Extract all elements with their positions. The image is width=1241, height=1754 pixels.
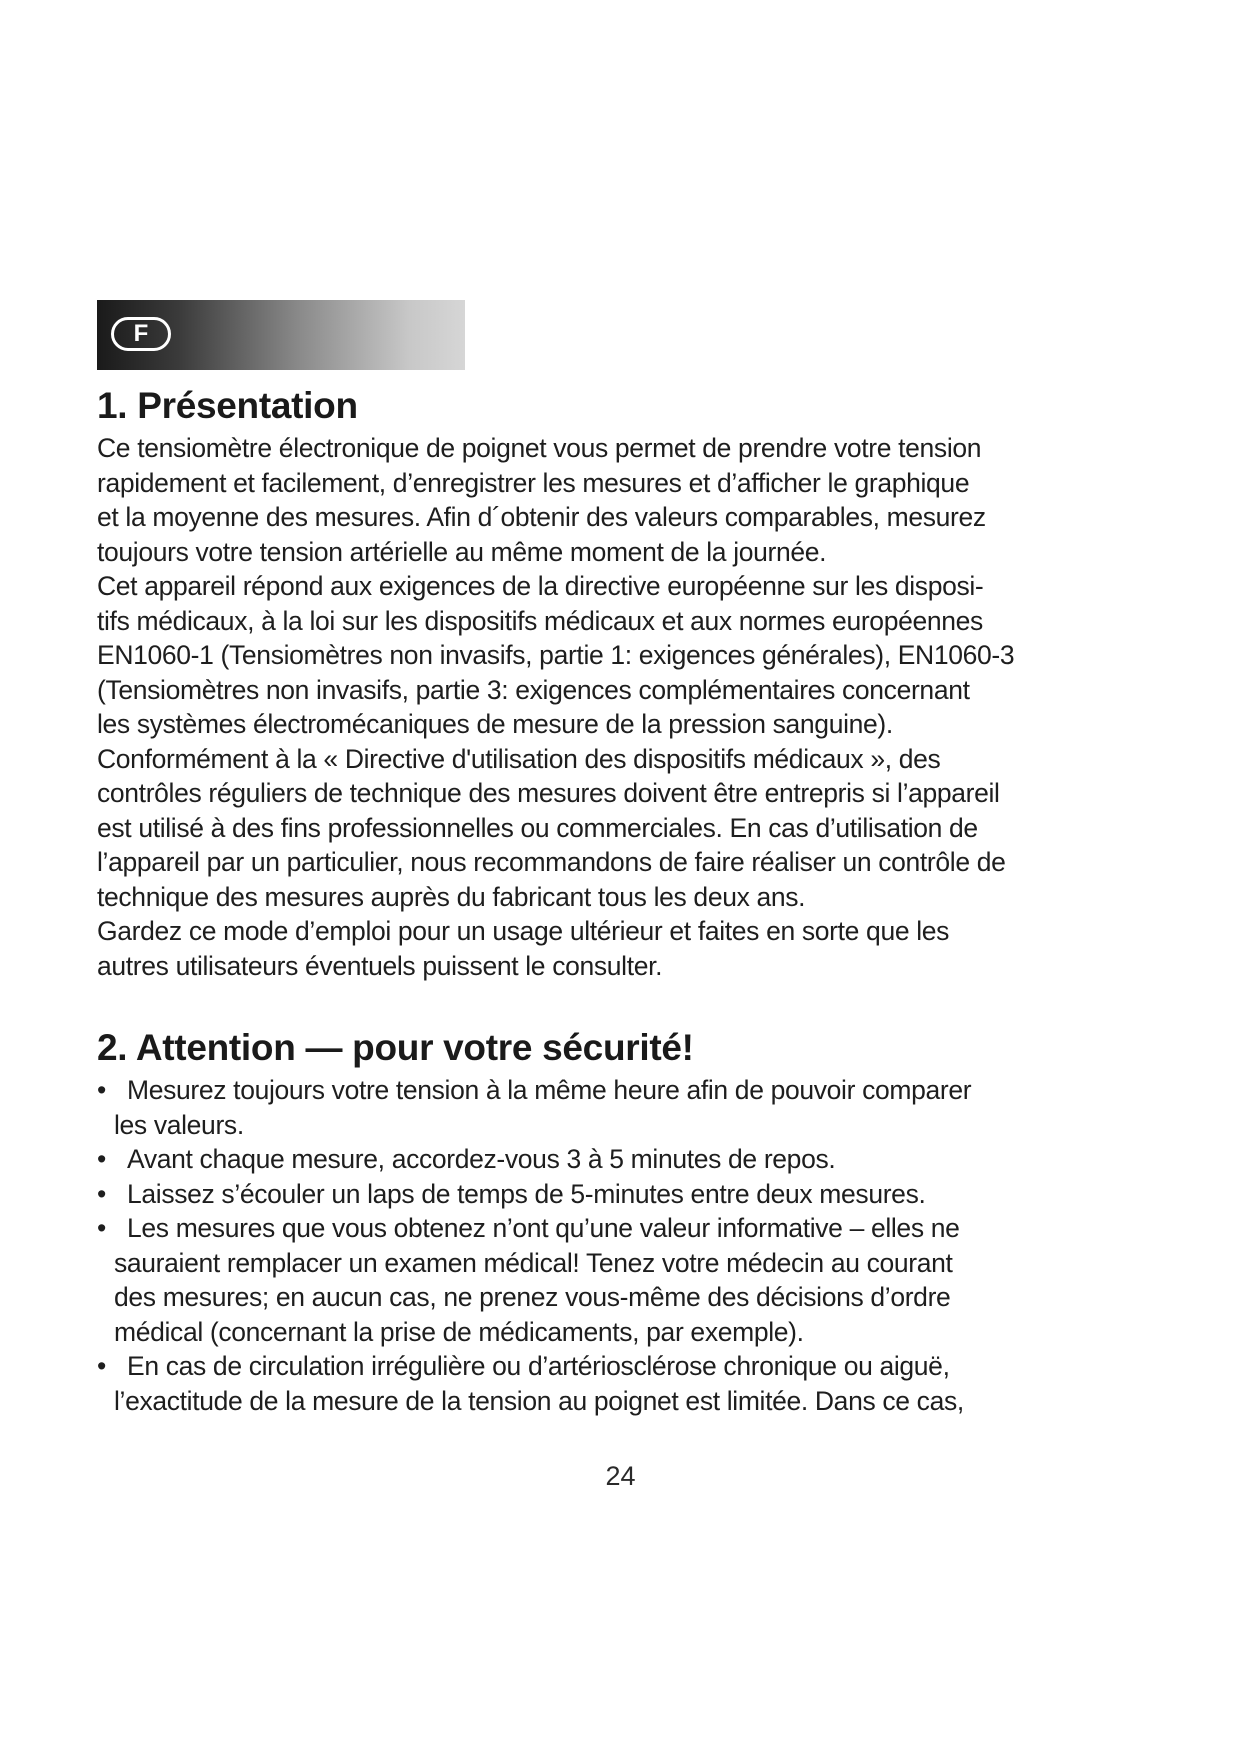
- text-line: les valeurs.: [114, 1109, 244, 1140]
- safety-bullet-list: [97, 1073, 1147, 1418]
- text-line: Les mesures que vous obtenez n’ont qu’une valeur informative – elles ne: [127, 1213, 960, 1243]
- section-2-title: 2. Attention — pour votre sécurité!: [97, 1027, 694, 1068]
- document-content: [97, 381, 1147, 1418]
- text-line: médical (concernant la prise de médicaments, par exemple).: [114, 1316, 804, 1347]
- text-line: (Tensiomètres non invasifs, partie 3: exigences complémentaires concernant: [97, 674, 970, 705]
- text-line: rapidement et facilement, d’enregistrer les mesures et d’afficher le graphique: [97, 467, 970, 498]
- text-line: Avant chaque mesure, accordez-vous 3 à 5 minutes de repos.: [127, 1144, 836, 1174]
- text-line: Mesurez toujours votre tension à la même heure afin de pouvoir comparer: [127, 1075, 972, 1105]
- list-item: [97, 1142, 1147, 1177]
- paragraph-2: [97, 569, 1147, 742]
- text-line: tifs médicaux, à la loi sur les dispositifs médicaux et aux normes européennes: [97, 605, 983, 636]
- list-item: [97, 1177, 1147, 1212]
- bullet-marker: •: [97, 1351, 106, 1381]
- bullet-marker: •: [97, 1144, 106, 1174]
- text-line: et la moyenne des mesures. Afin d´obtenir des valeurs comparables, mesurez: [97, 502, 986, 532]
- paragraph-1: [97, 431, 1147, 569]
- language-header-bar: [97, 300, 465, 370]
- language-badge: F: [111, 317, 171, 351]
- text-line: En cas de circulation irrégulière ou d’artériosclérose chronique ou aiguë,: [127, 1351, 950, 1381]
- paragraph-3: [97, 742, 1147, 915]
- text-line: autres utilisateurs éventuels puissent le consulter.: [97, 950, 663, 981]
- text-line: Laissez s’écouler un laps de temps de 5-minutes entre deux mesures.: [127, 1178, 926, 1209]
- list-item: [97, 1349, 1147, 1418]
- text-line: contrôles réguliers de technique des mesures doivent être entrepris si l’appareil: [97, 778, 1000, 808]
- bullet-marker: •: [97, 1075, 106, 1105]
- text-line: l’appareil par un particulier, nous recommandons de faire réaliser un contrôle de: [97, 847, 1006, 877]
- text-line: l’exactitude de la mesure de la tension au poignet est limitée. Dans ce cas,: [114, 1385, 964, 1416]
- list-item: [97, 1211, 1147, 1349]
- section-1-title: 1. Présentation: [97, 385, 358, 426]
- section-presentation: [97, 381, 1147, 983]
- text-line: technique des mesures auprès du fabricant tous les deux ans.: [97, 881, 806, 912]
- list-item: [97, 1073, 1147, 1142]
- bullet-marker: •: [97, 1178, 106, 1209]
- text-line: Cet appareil répond aux exigences de la directive européenne sur les disposi-: [97, 571, 984, 601]
- text-line: Gardez ce mode d’emploi pour un usage ultérieur et faites en sorte que les: [97, 916, 950, 946]
- text-line: les systèmes électromécaniques de mesure de la pression sanguine).: [97, 709, 893, 739]
- text-line: sauraient remplacer un examen médical! Tenez votre médecin au courant: [114, 1247, 953, 1278]
- text-line: Conformément à la « Directive d'utilisation des dispositifs médicaux », des: [97, 743, 941, 774]
- text-line: EN1060-1 (Tensiomètres non invasifs, partie 1: exigences générales), EN1060-3: [97, 640, 1015, 670]
- page-number: 24: [605, 1461, 636, 1491]
- section-safety: [97, 1023, 1147, 1418]
- text-line: est utilisé à des fins professionnelles ou commerciales. En cas d’utilisation de: [97, 812, 978, 843]
- text-line: des mesures; en aucun cas, ne prenez vous-même des décisions d’ordre: [114, 1282, 951, 1312]
- text-line: Ce tensiomètre électronique de poignet vous permet de prendre votre tension: [97, 433, 982, 463]
- bullet-marker: •: [97, 1213, 106, 1243]
- paragraph-4: [97, 914, 1147, 983]
- text-line: toujours votre tension artérielle au même moment de la journée.: [97, 536, 827, 567]
